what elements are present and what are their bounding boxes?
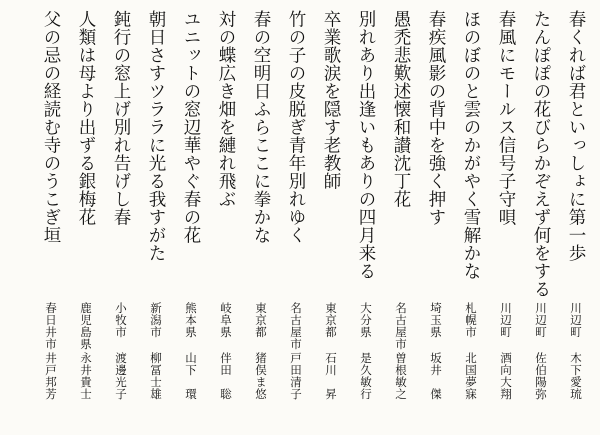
author-name: 酒向大翔 [499,352,513,400]
author-location: 小牧市 [114,302,128,338]
author-location: 埼玉県 [429,302,443,338]
haiku-entry [139,0,173,435]
haiku-text: たんぽぽの花びらかぞえず何をする [531,10,551,298]
author-name: 井戸邦芳 [44,352,58,400]
haiku-entry [209,0,243,435]
author-name: 是久敏行 [359,352,373,400]
haiku-text: 父の忌の経読む寺のうこぎ垣 [41,10,61,244]
haiku-text: 朝日さすツララに光る我すがた [146,10,166,262]
author-location: 春日井市 [44,302,58,350]
haiku-text: 春疾風影の背中を強く押す [426,10,446,226]
author-location: 名古屋市 [394,302,408,350]
author-name: 渡邊光子 [114,352,128,400]
haiku-entry [174,0,208,435]
author-location: 川辺町 [569,302,583,338]
author-location: 川辺町 [534,302,548,338]
author-location: 札幌市 [464,302,478,338]
haiku-entry [279,0,313,435]
author-location: 東京都 [254,302,268,338]
haiku-entry [559,0,593,435]
haiku-text: 鈍行の窓上げ別れ告げし春 [111,10,131,226]
haiku-entry [384,0,418,435]
author-name: 坂井 傑 [429,352,443,400]
author-name: 戸田清子 [289,352,303,400]
haiku-text: 別れあり出逢いもありの四月来る [356,10,376,280]
haiku-text: ユニットの窓辺華やぐ春の花 [181,10,201,244]
haiku-entry [314,0,348,435]
author-name: 伴田 聡 [219,352,233,400]
author-name: 猪俣ま悠 [254,352,268,400]
haiku-entry [489,0,523,435]
author-location: 東京都 [324,302,338,338]
haiku-entry [454,0,488,435]
haiku-entry [34,0,68,435]
haiku-text: ほのぼのと雲のかがやく雪解かな [461,10,481,280]
haiku-text: 春の空明日ふらここに拳かな [251,10,271,244]
author-location: 岐阜県 [219,302,233,338]
author-name: 山下 環 [184,352,198,400]
author-location: 熊本県 [184,302,198,338]
author-name: 永井貴士 [79,352,93,400]
haiku-entry [419,0,453,435]
author-location: 大分県 [359,302,373,338]
author-location: 名古屋市 [289,302,303,350]
author-name: 石川 昇 [324,352,338,400]
author-location: 鹿児島県 [79,302,93,350]
haiku-text: 春風にモールス信号子守唄 [496,10,516,226]
author-location: 新潟市 [149,302,163,338]
haiku-entry [244,0,278,435]
haiku-entry [524,0,558,435]
author-name: 柳冨士雄 [149,352,163,400]
author-name: 佐伯陽弥 [534,352,548,400]
haiku-entry [349,0,383,435]
author-name: 木下愛琉 [569,352,583,400]
haiku-entry [69,0,103,435]
haiku-text: 愚禿悲歎述懐和讃沈丁花 [391,10,411,208]
author-name: 曽根敏之 [394,352,408,400]
haiku-text: 人類は母より出ずる銀梅花 [76,10,96,226]
haiku-text: 春くれば君といっしょに第一歩 [566,10,586,262]
haiku-text: 卒業歌涙を隠す老教師 [321,10,341,190]
haiku-entry [104,0,138,435]
author-location: 川辺町 [499,302,513,338]
haiku-text: 竹の子の皮脱ぎ青年別れゆく [286,10,306,244]
author-name: 北国夢寐 [464,352,478,400]
haiku-text: 対の蝶広き畑を縺れ飛ぶ [216,10,236,208]
